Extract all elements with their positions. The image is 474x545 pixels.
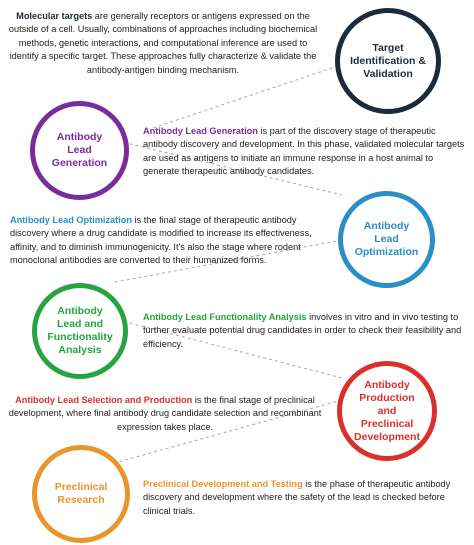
stage-5-circle-label: Antibody Production and Preclinical Development [354, 378, 420, 443]
stage-1-highlight: Molecular targets [16, 11, 93, 21]
stage-2-circle-label: Antibody Lead Generation [51, 131, 108, 169]
stage-6-body: is the phase of therapeutic antibody discovery and development where the safety of the lead is checked before clinical trials. [143, 479, 451, 516]
stage-3-circle-label: Antibody Lead Optimization [354, 220, 419, 258]
stage-4-body: involves in vitro and in vivo testing to further evaluate potential drug candidates in order to check their feasibility and efficiency. [143, 312, 462, 349]
stage-6-circle [32, 445, 130, 543]
stage-2-body: is part of the discovery stage of therapeutic antibody discovery and development. In this phase, validated molecular targets are used as antigens to initiate an immune response in a host animal to generate therapeutic antibody candidates. [143, 126, 465, 177]
stage-3-body: is the final stage of therapeutic antibody discovery where a drug candidate is modified to increase its effectiveness, affinity, and to diminish immunogenicity. It's also the stage where rodent monoclonal antibodies are converted to their humanized forms. [10, 215, 312, 266]
stage-6-highlight: Preclinical Development and Testing [143, 479, 303, 489]
stage-2-highlight: Antibody Lead Generation [143, 126, 258, 136]
stage-6-circle-label: Preclinical Research [54, 481, 108, 506]
stage-2-circle [30, 101, 129, 200]
stage-1-circle-label: Target Identification & Validation [350, 41, 426, 80]
stage-5-highlight: Antibody Lead Selection and Production [15, 395, 193, 405]
stage-3-description [10, 214, 328, 268]
stage-4-circle-label: Antibody Lead and Functionality Analysis [47, 305, 113, 356]
stage-4-highlight: Antibody Lead Functionality Analysis [143, 312, 307, 322]
stage-3-highlight: Antibody Lead Optimization [10, 215, 132, 225]
stage-4-circle [32, 283, 128, 379]
stage-4-description [143, 311, 471, 351]
stage-1-body: are generally receptors or antigens expressed on the outside of a cell. Usually, combinations of approaches including biochemical methods, genetic interactions, and computational inference are used to identify a specific target. These approaches fully characterize & validate the antibody-antigen binding mechanism. [8, 11, 318, 75]
stage-1-circle [335, 8, 441, 114]
stage-2-description [143, 125, 471, 179]
stage-5-circle [337, 361, 437, 461]
stage-6-description [143, 478, 471, 518]
stage-5-description [6, 394, 324, 434]
stage-5-body: is the final stage of preclinical development, where final antibody drug candidate selection and recombinant expression takes place. [8, 395, 322, 432]
stage-1-description [4, 10, 322, 77]
stage-3-circle [338, 191, 435, 288]
